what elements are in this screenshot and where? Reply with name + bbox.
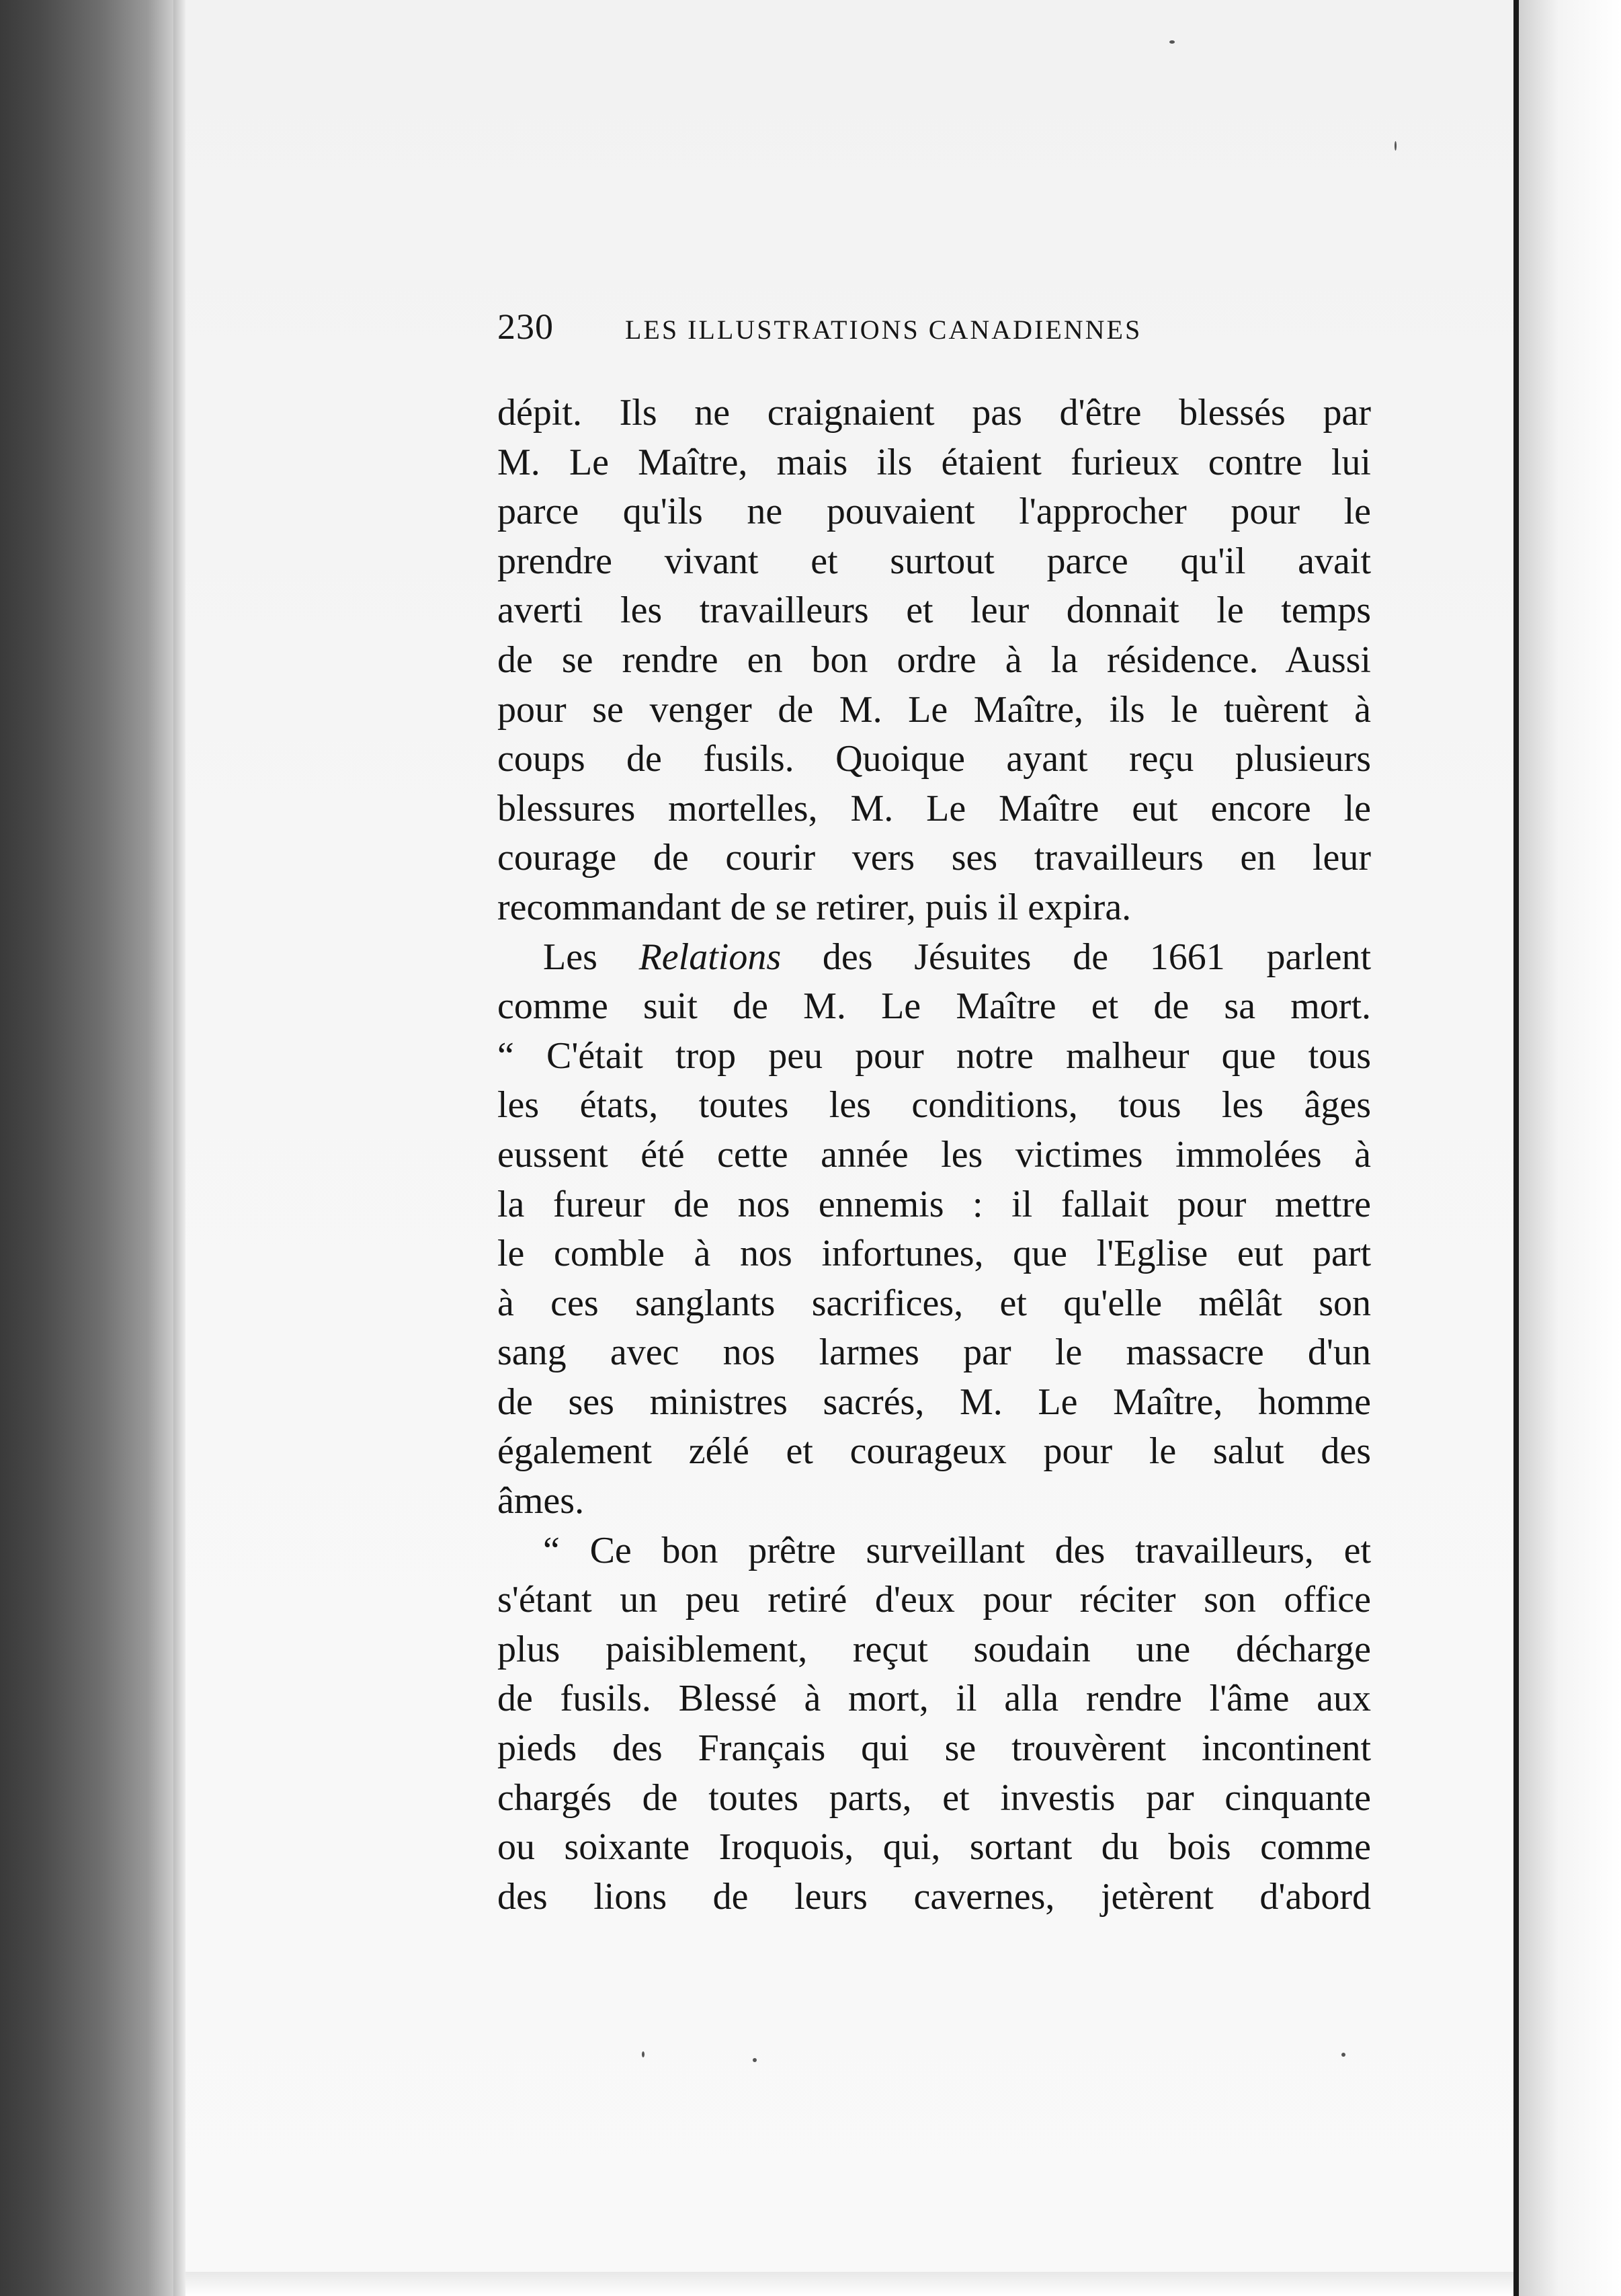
book-spine-shadow	[0, 0, 181, 2296]
text-line: âmes.	[497, 1480, 585, 1522]
text-line: chargés de toutes parts, et investis par cinquante	[497, 1776, 1371, 1819]
text-line: s'étant un peu retiré d'eux pour réciter son office	[497, 1579, 1371, 1621]
text-line: courage de courir vers ses travailleurs en leur	[497, 837, 1371, 879]
text-line: pour se venger de M. Le Maître, ils le tuèrent à	[497, 688, 1371, 731]
text-line	[497, 933, 1371, 983]
scan-speck	[1169, 40, 1175, 44]
text-line: pieds des Français qui se trouvèrent incontinent	[497, 1727, 1371, 1770]
page-number: 230	[497, 306, 554, 347]
text-line: dépit. Ils ne craignaient pas d'être blessés par	[497, 392, 1371, 434]
text-line: “ C'était trop peu pour notre malheur que tous	[497, 1034, 1371, 1077]
text-line: eussent été cette année les victimes immolées à	[497, 1133, 1371, 1176]
body-text	[497, 388, 1371, 1922]
text-line: M. Le Maître, mais ils étaient furieux contre lui	[497, 441, 1371, 483]
scan-speck	[1341, 2053, 1345, 2057]
text-line: de ses ministres sacrés, M. Le Maître, homme	[497, 1381, 1371, 1423]
italic-title: Relations	[638, 936, 782, 978]
scan-speck	[642, 2051, 645, 2057]
text-line: prendre vivant et surtout parce qu'il avait	[497, 540, 1371, 582]
text-line: de fusils. Blessé à mort, il alla rendre l'âme aux	[497, 1678, 1371, 1720]
text-line: blessures mortelles, M. Le Maître eut encore le	[497, 787, 1371, 829]
text-line: averti les travailleurs et leur donnait le temps	[497, 589, 1371, 632]
text-line: “ Ce bon prêtre surveillant des travailleurs, et	[543, 1529, 1371, 1571]
text-line: la fureur de nos ennemis : il fallait pour mettre	[497, 1183, 1371, 1225]
text-fragment: des Jésuites de 1661 parlent	[781, 936, 1371, 978]
adjacent-page-edge	[1519, 0, 1621, 2296]
text-line: les états, toutes les conditions, tous les âges	[497, 1084, 1371, 1126]
scan-speck	[753, 2058, 757, 2062]
text-line: à ces sanglants sacrifices, et qu'elle mêlât son	[497, 1282, 1371, 1324]
page-bottom-edge	[185, 2272, 1513, 2296]
text-line: plus paisiblement, reçut soudain une décharge	[497, 1628, 1371, 1670]
text-line: de se rendre en bon ordre à la résidence. Aussi	[497, 639, 1371, 681]
running-title: LES ILLUSTRATIONS CANADIENNES	[625, 315, 1142, 345]
text-line: sang avec nos larmes par le massacre d'un	[497, 1331, 1371, 1374]
text-fragment: Les	[543, 936, 639, 978]
text-line: le comble à nos infortunes, que l'Eglise eut part	[497, 1233, 1371, 1275]
text-line: également zélé et courageux pour le salut des	[497, 1430, 1371, 1473]
page-left-edge	[173, 0, 185, 2296]
text-line: parce qu'ils ne pouvaient l'approcher pour le	[497, 491, 1371, 533]
page-right-border	[1513, 0, 1519, 2296]
text-line: coups de fusils. Quoique ayant reçu plusieurs	[497, 738, 1371, 780]
running-header	[497, 306, 1384, 353]
text-line: comme suit de M. Le Maître et de sa mort.	[497, 985, 1371, 1028]
scan-speck	[1395, 141, 1397, 151]
text-line: des lions de leurs cavernes, jetèrent d'abord	[497, 1875, 1371, 1918]
text-line: ou soixante Iroquois, qui, sortant du bois comme	[497, 1826, 1371, 1869]
text-line: recommandant de se retirer, puis il expira.	[497, 886, 1132, 928]
